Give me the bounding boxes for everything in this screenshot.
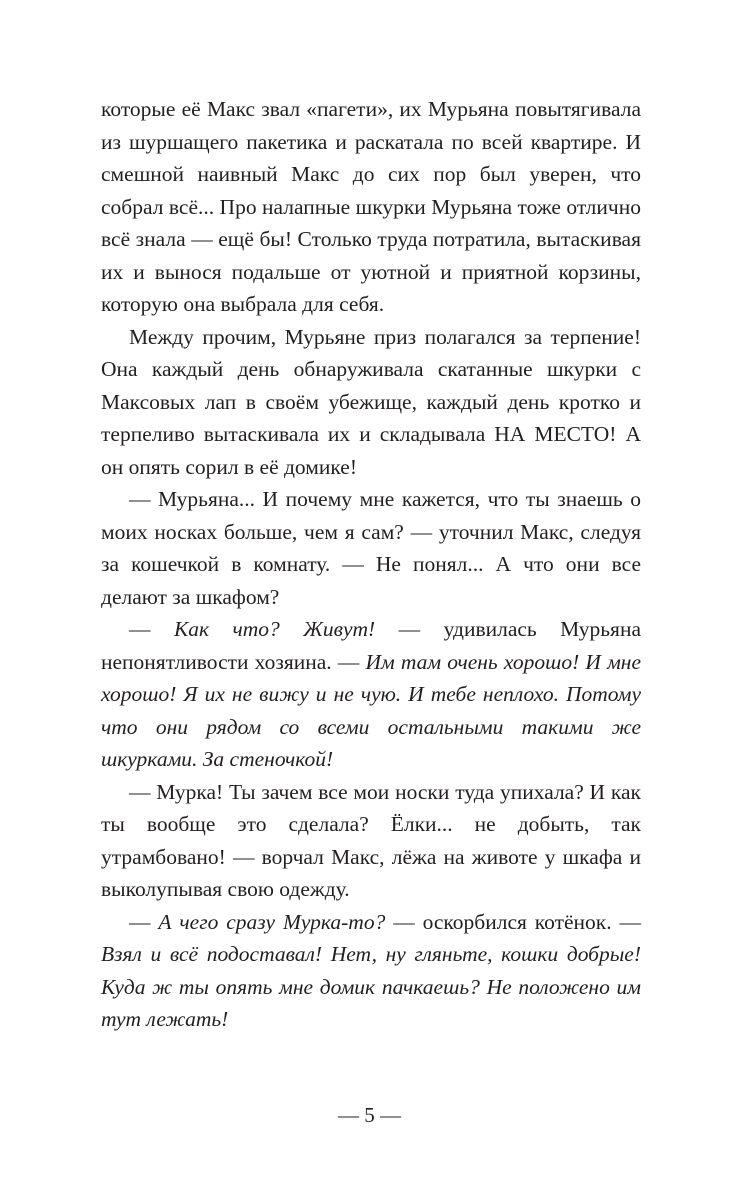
paragraph-3-dialogue: [101, 483, 641, 613]
text-segment: — Мурьяна... И почему мне кажется, что ты знаешь о моих носках больше, чем я сам? — уточнил Макс, следуя за кошечкой в комнату. — Не понял... А что они все делают за шкафом?: [101, 487, 641, 609]
text-segment: Между прочим, Мурьяне приз полагался за терпение! Она каждый день обнаруживала скатанные шкурки с Максовых лап в своём убежище, каждый день кротко и терпеливо вытаскивала их и складывала НА МЕСТО! А он опять сорил в её домике!: [101, 324, 641, 479]
paragraph-4-dialogue: [101, 613, 641, 776]
paragraph-2: [101, 321, 641, 484]
italic-speech: Им там очень хорошо! И мне хорошо! Я их не вижу и не чую. И тебе неплохо. Потому что они рядом со всеми остальными такими же шкурками. За стеночкой!: [101, 649, 641, 771]
book-page-body: [101, 93, 641, 1036]
paragraph-6-dialogue: [101, 906, 641, 1036]
italic-speech: Как что? Живут!: [173, 617, 376, 641]
paragraph-1: [101, 93, 641, 321]
text-segment: —: [129, 617, 174, 641]
paragraph-5-dialogue: [101, 776, 641, 906]
text-segment: — Мурка! Ты зачем все мои носки туда упихала? И как ты вообще это сделала? Ёлки... не добыть, так утрамбовано! — ворчал Макс, лёжа на животе у шкафа и выколупывая свою одежду.: [101, 779, 641, 901]
italic-speech: А чего сразу Мурка-то?: [158, 909, 386, 934]
italic-speech: Взял и всё подоставал! Нет, ну гляньте, кошки добрые! Куда ж ты опять мне домик пачкаешь? Не положено им тут лежать!: [101, 942, 641, 1031]
text-segment: —: [129, 909, 159, 934]
text-segment: которые её Макс звал «пагети», их Мурьяна повытягивала из шуршащего пакетика и раскатала по всей квартире. И смешной наивный Макс до сих пор был уверен, что собрал всё... Про налапные шкурки Мурьяна тоже отлично всё знала — ещё бы! Столько труда потратила, вытаскивая их и вынося подальше от уютной и приятной корзины, которую она выбрала для себя.: [101, 97, 641, 316]
text-segment: — удивилась Мурьяна непонятливости хозяина. —: [101, 617, 641, 674]
text-segment: — оскорбился котёнок. —: [385, 909, 641, 934]
page-number: — 5 —: [338, 1103, 401, 1127]
